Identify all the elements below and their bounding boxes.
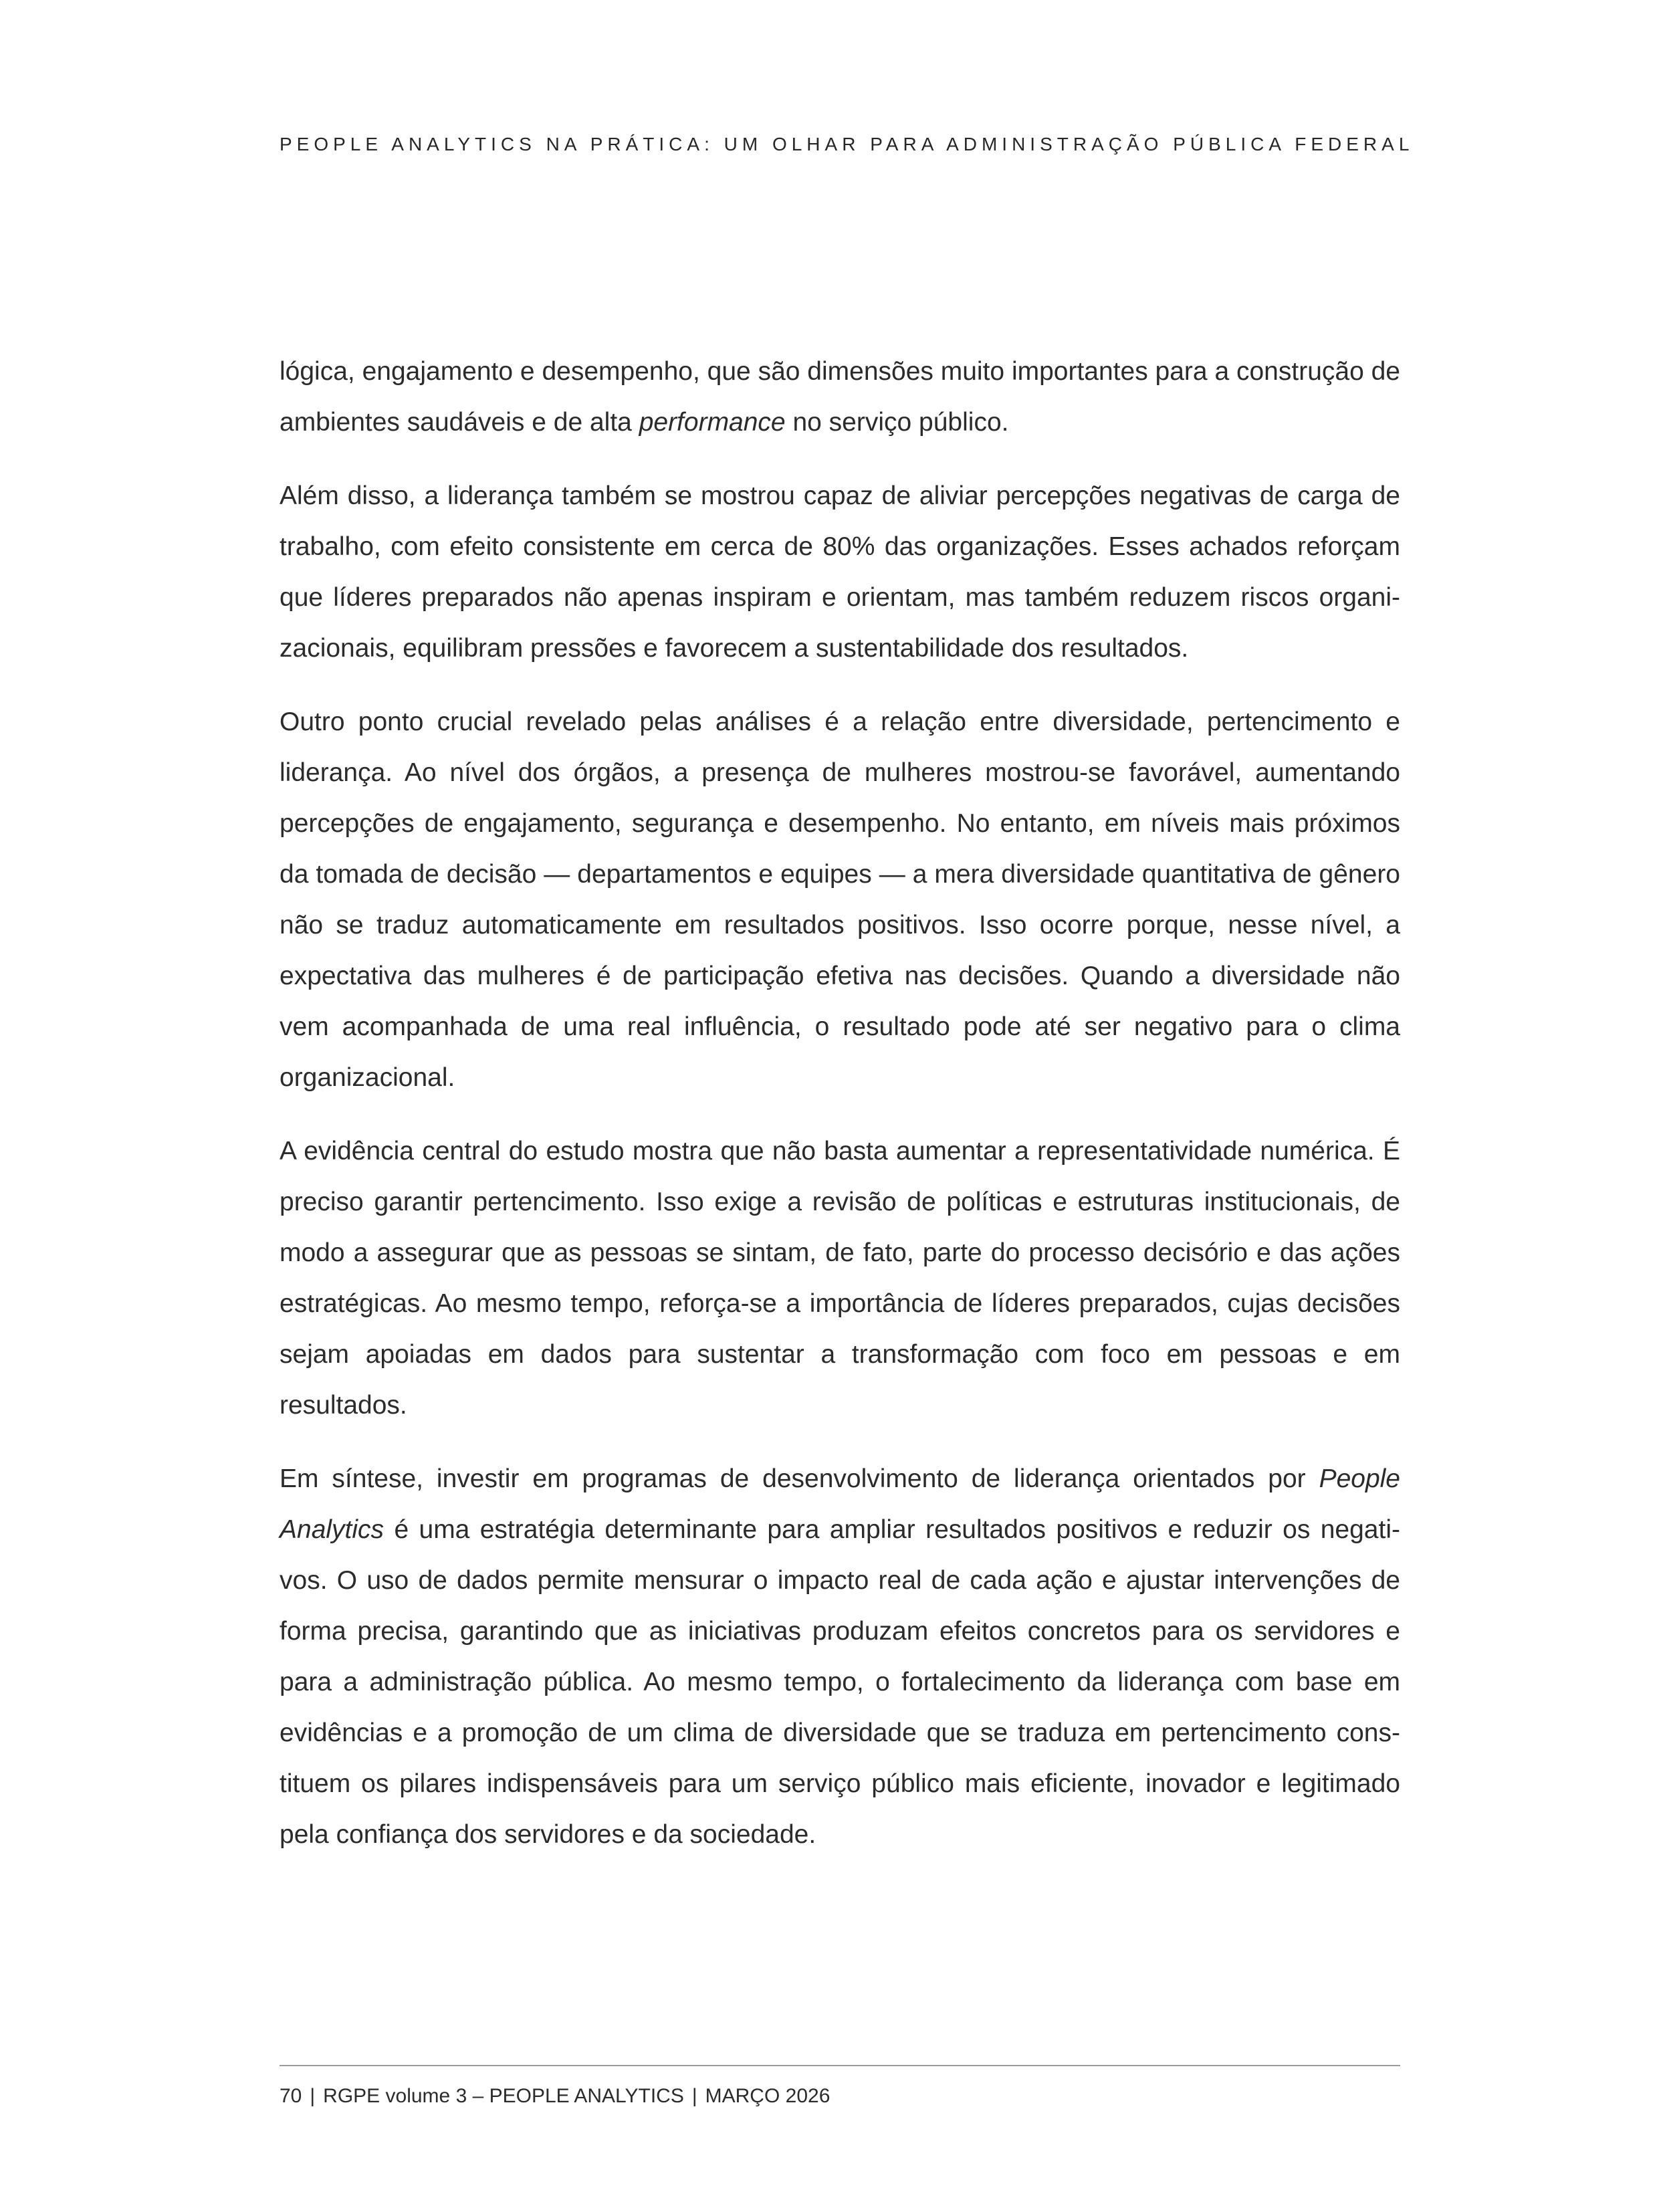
page-footer: [280, 2085, 830, 2108]
paragraph-1-text-end: no serviço público.: [785, 408, 1009, 437]
paragraph-1-text: lógica, engajamento e desempenho, que são dimensões muito importantes para a construção de ambientes saudáveis e de alta: [280, 357, 1400, 437]
footer-rule: [280, 2065, 1400, 2066]
page-number: 70: [280, 2085, 302, 2107]
paragraph-5: [280, 1454, 1400, 1860]
paragraph-5-text: Em síntese, investir em programas de desenvolvimento de liderança orientados por: [280, 1464, 1319, 1493]
footer-separator-2: |: [691, 2085, 697, 2107]
footer-separator: |: [310, 2085, 316, 2107]
paragraph-5-text-end: é uma estratégia determinante para ampliar resultados positivos e reduzir os negativos. O uso de dados permite mensurar o impacto real de cada ação e ajustar intervenções de forma precisa, garantindo que as iniciativas produzam efeitos concretos para os servidores e para a administração pública. Ao mesmo tempo, o fortalecimento da liderança com base em evidências e a promoção de um clima de diversidade que se traduza em pertencimento constituem os pilares indispensáveis para um serviço público mais eficiente, inovador e legitimado pela confiança dos servidores e da sociedade.: [280, 1515, 1400, 1849]
paragraph-1: [280, 346, 1400, 448]
paragraph-4: A evidência central do estudo mostra que não basta aumentar a representatividade numérica. É preciso garantir pertencimento. Isso exige a revisão de políticas e estruturas institucionais, de modo a assegurar que as pessoas se sintam, de fato, parte do processo decisório e das ações estratégicas. Ao mesmo tempo, reforça-se a importância de líderes preparados, cujas decisões sejam apoiadas em dados para sustentar a transformação com foco em pessoas e em resultados.: [280, 1137, 1400, 1420]
running-header: [280, 131, 1414, 158]
publication-title: RGPE volume 3 – PEOPLE ANALYTICS: [323, 2085, 684, 2107]
paragraph-5-italic: People Analytics: [280, 1464, 1400, 1544]
running-header-title: PEOPLE ANALYTICS NA PRÁTICA: UM OLHAR PARA ADMINISTRAÇÃO PÚBLICA FEDERAL: [280, 134, 1414, 154]
paragraph-3: Outro ponto crucial revelado pelas análises é a relação entre diversidade, pertencimento e liderança. Ao nível dos órgãos, a presença de mulheres mostrou-se favorável, aumentando percepções de engajamento, segurança e desempenho. No entanto, em níveis mais próximos da tomada de decisão — departamentos e equipes — a mera diversidade quantitativa de gênero não se traduz automaticamente em resultados positivos. Isso ocorre porque, nesse nível, a expectativa das mulheres é de participação efetiva nas decisões. Quando a diversidade não vem acompanhada de uma real influência, o resultado pode até ser negativo para o clima organizacional.: [280, 707, 1400, 1092]
paragraph-1-italic: performance: [639, 408, 786, 437]
publication-date: MARÇO 2026: [705, 2085, 831, 2107]
body-text: [280, 346, 1400, 1883]
paragraph-2: Além disso, a liderança também se mostrou capaz de aliviar percepções negativas de carga de trabalho, com efeito consistente em cerca de 80% das organizações. Esses achados reforçam que líderes preparados não apenas inspiram e orientam, mas também reduzem riscos organizacionais, equilibram pressões e favorecem a sustentabilidade dos resultados.: [280, 481, 1400, 663]
